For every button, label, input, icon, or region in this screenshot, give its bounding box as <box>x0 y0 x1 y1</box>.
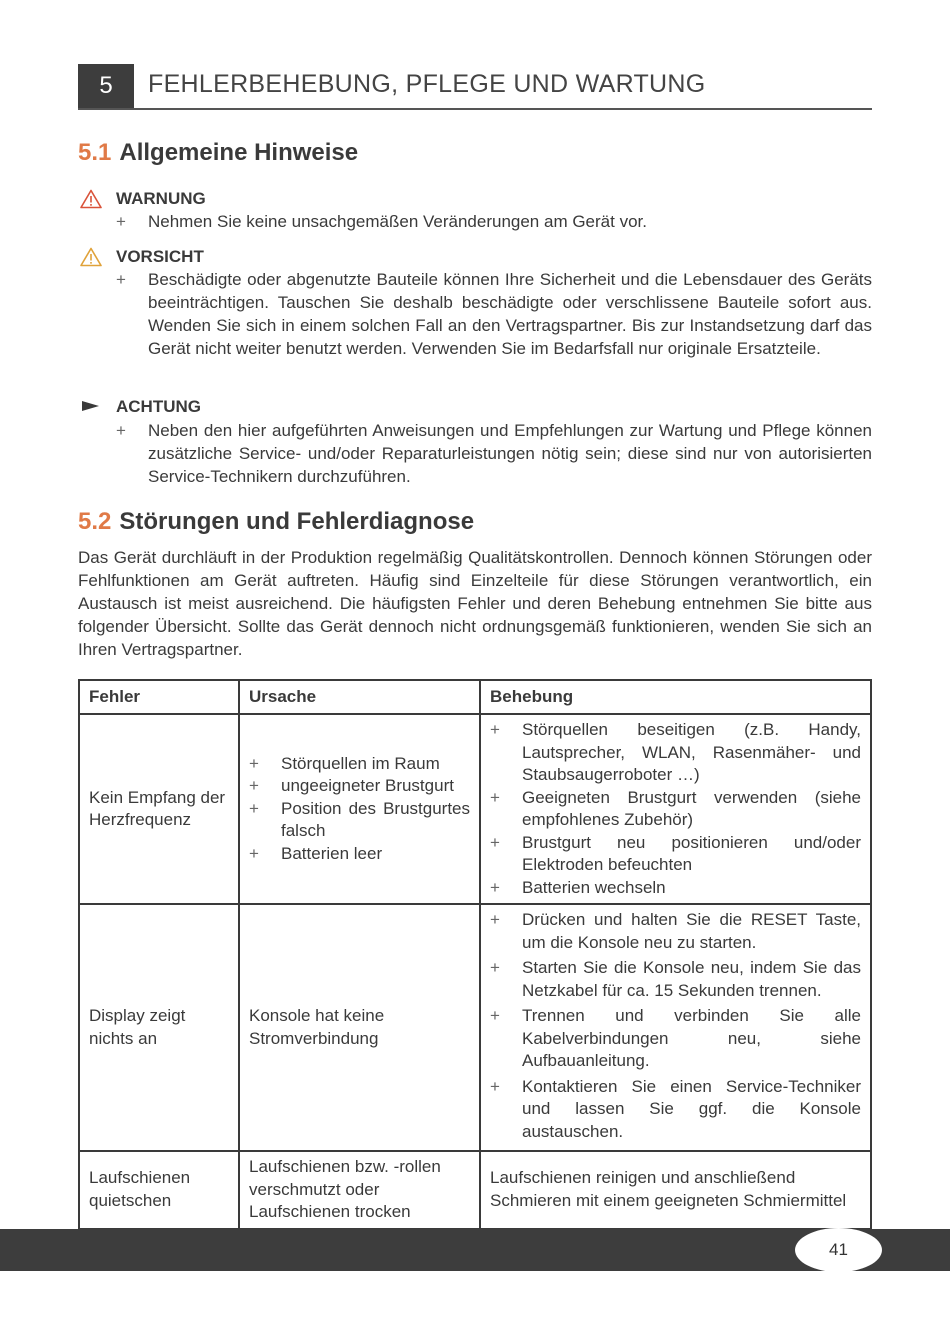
section-number: 5.2 <box>78 508 112 535</box>
plus-bullet-icon: + <box>116 212 126 231</box>
list-item: + Geeigneten Brustgurt verwenden (siehe empfohlenes Zubehör) <box>490 787 861 832</box>
cause-cell: Laufschienen bzw. -rollen verschmutzt oder Laufschienen trocken <box>239 1151 480 1229</box>
cause-list <box>249 753 470 866</box>
caution-heading: VORSICHT <box>116 247 204 266</box>
list-item: + Position des Brustgurtes falsch <box>249 798 470 843</box>
header-remedy: Behebung <box>480 680 871 714</box>
warning-item-text: Nehmen Sie keine unsachgemäßen Veränderungen am Gerät vor. <box>148 212 647 231</box>
list-item: + Kontaktieren Sie einen Service-Techniker und lassen Sie ggf. die Konsole austauschen. <box>490 1076 861 1144</box>
caution-item <box>116 268 872 360</box>
list-item: + Batterien wechseln <box>490 877 861 900</box>
attention-item-text: Neben den hier aufgeführten Anweisungen und Empfehlungen zur Wartung und Pflege können zusätzliche Service- und/oder Reparaturleistungen nötig sein; diese sind nur von autorisierten Service-Technikern durchzuführen. <box>148 421 872 486</box>
caution-item-text: Beschädigte oder abgenutzte Bauteile können Ihre Sicherheit und die Lebensdauer des Geräts beeinträchtigen. Tauschen Sie deshalb beschädigte oder verschlissene Bauteile sofort aus. Wenden Sie sich in einem solchen Fall an den Vertragspartner. Bis zur Instandsetzung darf das Gerät nicht weiter benutzt werden. Verwenden Sie im Bedarfsfall nur originale Ersatzteile. <box>148 270 872 358</box>
arrow-flag-icon <box>80 397 102 417</box>
fault-cell: Kein Empfang der Herzfrequenz <box>79 714 239 904</box>
header-cause: Ursache <box>239 680 480 714</box>
list-item: + Trennen und verbinden Sie alle Kabelverbindungen neu, siehe Aufbauanleitung. <box>490 1005 861 1073</box>
fault-cell: Laufschienen quietschen <box>79 1151 239 1229</box>
section-number: 5.1 <box>78 139 112 166</box>
remedy-list <box>490 909 861 1143</box>
cause-cell <box>239 714 480 904</box>
list-item: + Starten Sie die Konsole neu, indem Sie das Netzkabel für ca. 15 Sekunden trennen. <box>490 957 861 1002</box>
section-title: Allgemeine Hinweise <box>119 139 359 166</box>
cause-cell: Konsole hat keine Stromverbindung <box>239 904 480 1151</box>
chapter-number: 5 <box>78 64 134 108</box>
warning-item <box>116 210 872 233</box>
page-number: 41 <box>795 1228 882 1272</box>
warning-heading: WARNUNG <box>116 189 206 208</box>
remedy-cell: Laufschienen reinigen und anschließend Schmieren mit einem geeigneten Schmiermittel <box>480 1151 871 1229</box>
list-item: + Störquellen beseitigen (z.B. Handy, Lautsprecher, WLAN, Rasenmäher- und Staubsaugerroboter …) <box>490 719 861 787</box>
list-item: + Drücken und halten Sie die RESET Taste, um die Konsole neu zu starten. <box>490 909 861 954</box>
caution-triangle-icon <box>80 247 102 267</box>
remedy-cell <box>480 714 871 904</box>
remedy-list <box>490 719 861 899</box>
section-intro-paragraph: Das Gerät durchläuft in der Produktion regelmäßig Qualitätskontrollen. Dennoch können Störungen oder Fehlfunktionen am Gerät auftreten. Häufig sind Einzelteile für diese Störungen verantwortlich, ein Austausch ist meist ausreichend. Die häufigsten Fehler und deren Behebung entnehmen Sie bitte aus folgender Übersicht. Sollte das Gerät dennoch nicht ordnungsgemäß funktionieren, wenden Sie sich an Ihren Vertragspartner. <box>78 548 872 659</box>
remedy-cell <box>480 904 871 1151</box>
section-title: Störungen und Fehlerdiagnose <box>119 508 475 535</box>
chapter-header <box>78 64 872 110</box>
list-item: + Batterien leer <box>249 843 470 866</box>
fault-diagnosis-table <box>78 679 872 1230</box>
plus-bullet-icon: + <box>116 270 126 289</box>
table-row <box>79 714 871 904</box>
table-row <box>79 904 871 1151</box>
list-item: + Brustgurt neu positionieren und/oder Elektroden befeuchten <box>490 832 861 877</box>
table-row <box>79 1151 871 1229</box>
plus-bullet-icon: + <box>116 421 126 440</box>
table-header-row <box>79 680 871 714</box>
attention-item <box>116 419 872 488</box>
fault-cell: Display zeigt nichts an <box>79 904 239 1151</box>
section-heading-5-1 <box>78 139 358 167</box>
list-item: + ungeeigneter Brustgurt <box>249 775 470 798</box>
warning-triangle-icon <box>80 189 102 209</box>
chapter-title: FEHLERBEHEBUNG, PFLEGE UND WARTUNG <box>148 70 706 98</box>
attention-heading: ACHTUNG <box>116 397 201 416</box>
list-item: + Störquellen im Raum <box>249 753 470 776</box>
section-heading-5-2 <box>78 508 474 536</box>
header-fault: Fehler <box>79 680 239 714</box>
